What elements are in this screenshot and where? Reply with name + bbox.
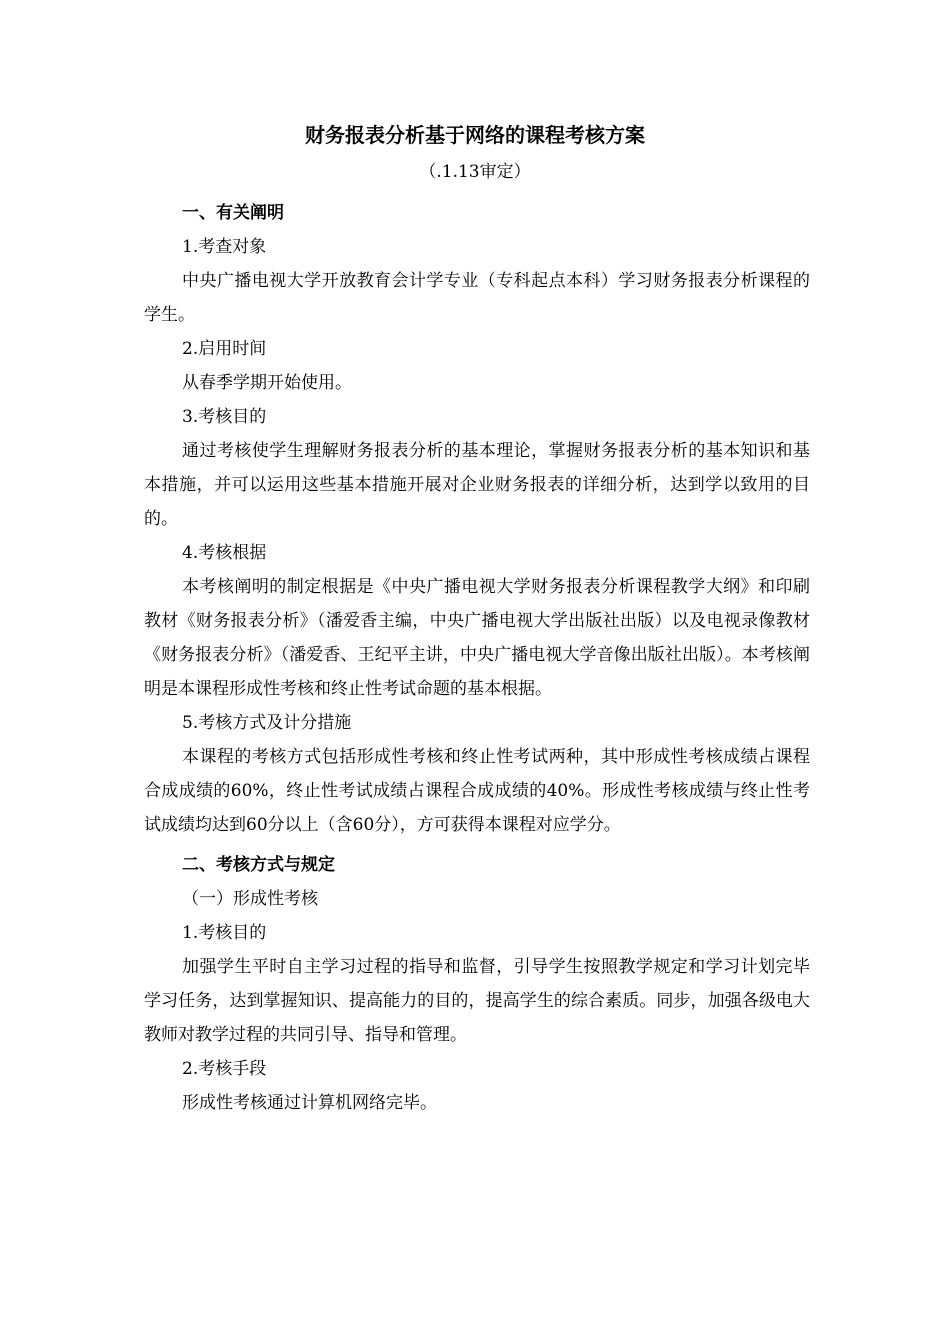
- section-heading: 一、有关阐明: [182, 203, 284, 223]
- paragraph: 加强学生平时自主学习过程的指导和监督，引导学生按照教学规定和学习计划完毕学习任务，达到掌握知识、提高能力的目的，提高学生的综合素质。同步，加强各级电大教师对教学过程的共同引导、指导和管理。: [144, 957, 810, 1045]
- paragraph: 本课程的考核方式包括形成性考核和终止性考试两种，其中形成性考核成绩占课程合成成绩的60%，终止性考试成绩占课程合成成绩的40%。形成性考核成绩与终止性考试成绩均达到60分以上（含60分），方可获得本课程对应学分。: [144, 747, 810, 835]
- item-label: 2.启用时间: [182, 339, 267, 359]
- item-label: 5.考核方式及计分措施: [182, 713, 352, 733]
- paragraph: 形成性考核通过计算机网络完毕。: [182, 1093, 437, 1113]
- section-heading: 二、考核方式与规定: [182, 855, 335, 875]
- item-label: 1.考核目的: [182, 923, 267, 943]
- item-label: 4.考核根据: [182, 543, 267, 563]
- item-label: 3.考核目的: [182, 407, 267, 427]
- paragraph: 本考核阐明的制定根据是《中央广播电视大学财务报表分析课程教学大纲》和印刷教材《财务报表分析》（潘爱香主编，中央广播电视大学出版社出版）以及电视录像教材《财务报表分析》（潘爱香、王纪平主讲，中央广播电视大学音像出版社出版）。本考核阐明是本课程形成性考核和终止性考试命题的基本根据。: [144, 577, 810, 699]
- item-label: 2.考核手段: [182, 1059, 267, 1079]
- document-body: [144, 196, 810, 1120]
- paragraph: 中央广播电视大学开放教育会计学专业（专科起点本科）学习财务报表分析课程的学生。: [144, 271, 810, 325]
- subsection-heading: （一）形成性考核: [182, 889, 318, 909]
- document-subtitle: （.1.13审定）: [419, 162, 531, 182]
- item-label: 1.考查对象: [182, 237, 267, 257]
- paragraph: 从春季学期开始使用。: [182, 373, 352, 393]
- document-title: 财务报表分析基于网络的课程考核方案: [305, 123, 645, 147]
- paragraph: 通过考核使学生理解财务报表分析的基本理论，掌握财务报表分析的基本知识和基本措施，并可以运用这些基本措施开展对企业财务报表的详细分析，达到学以致用的目的。: [144, 441, 810, 529]
